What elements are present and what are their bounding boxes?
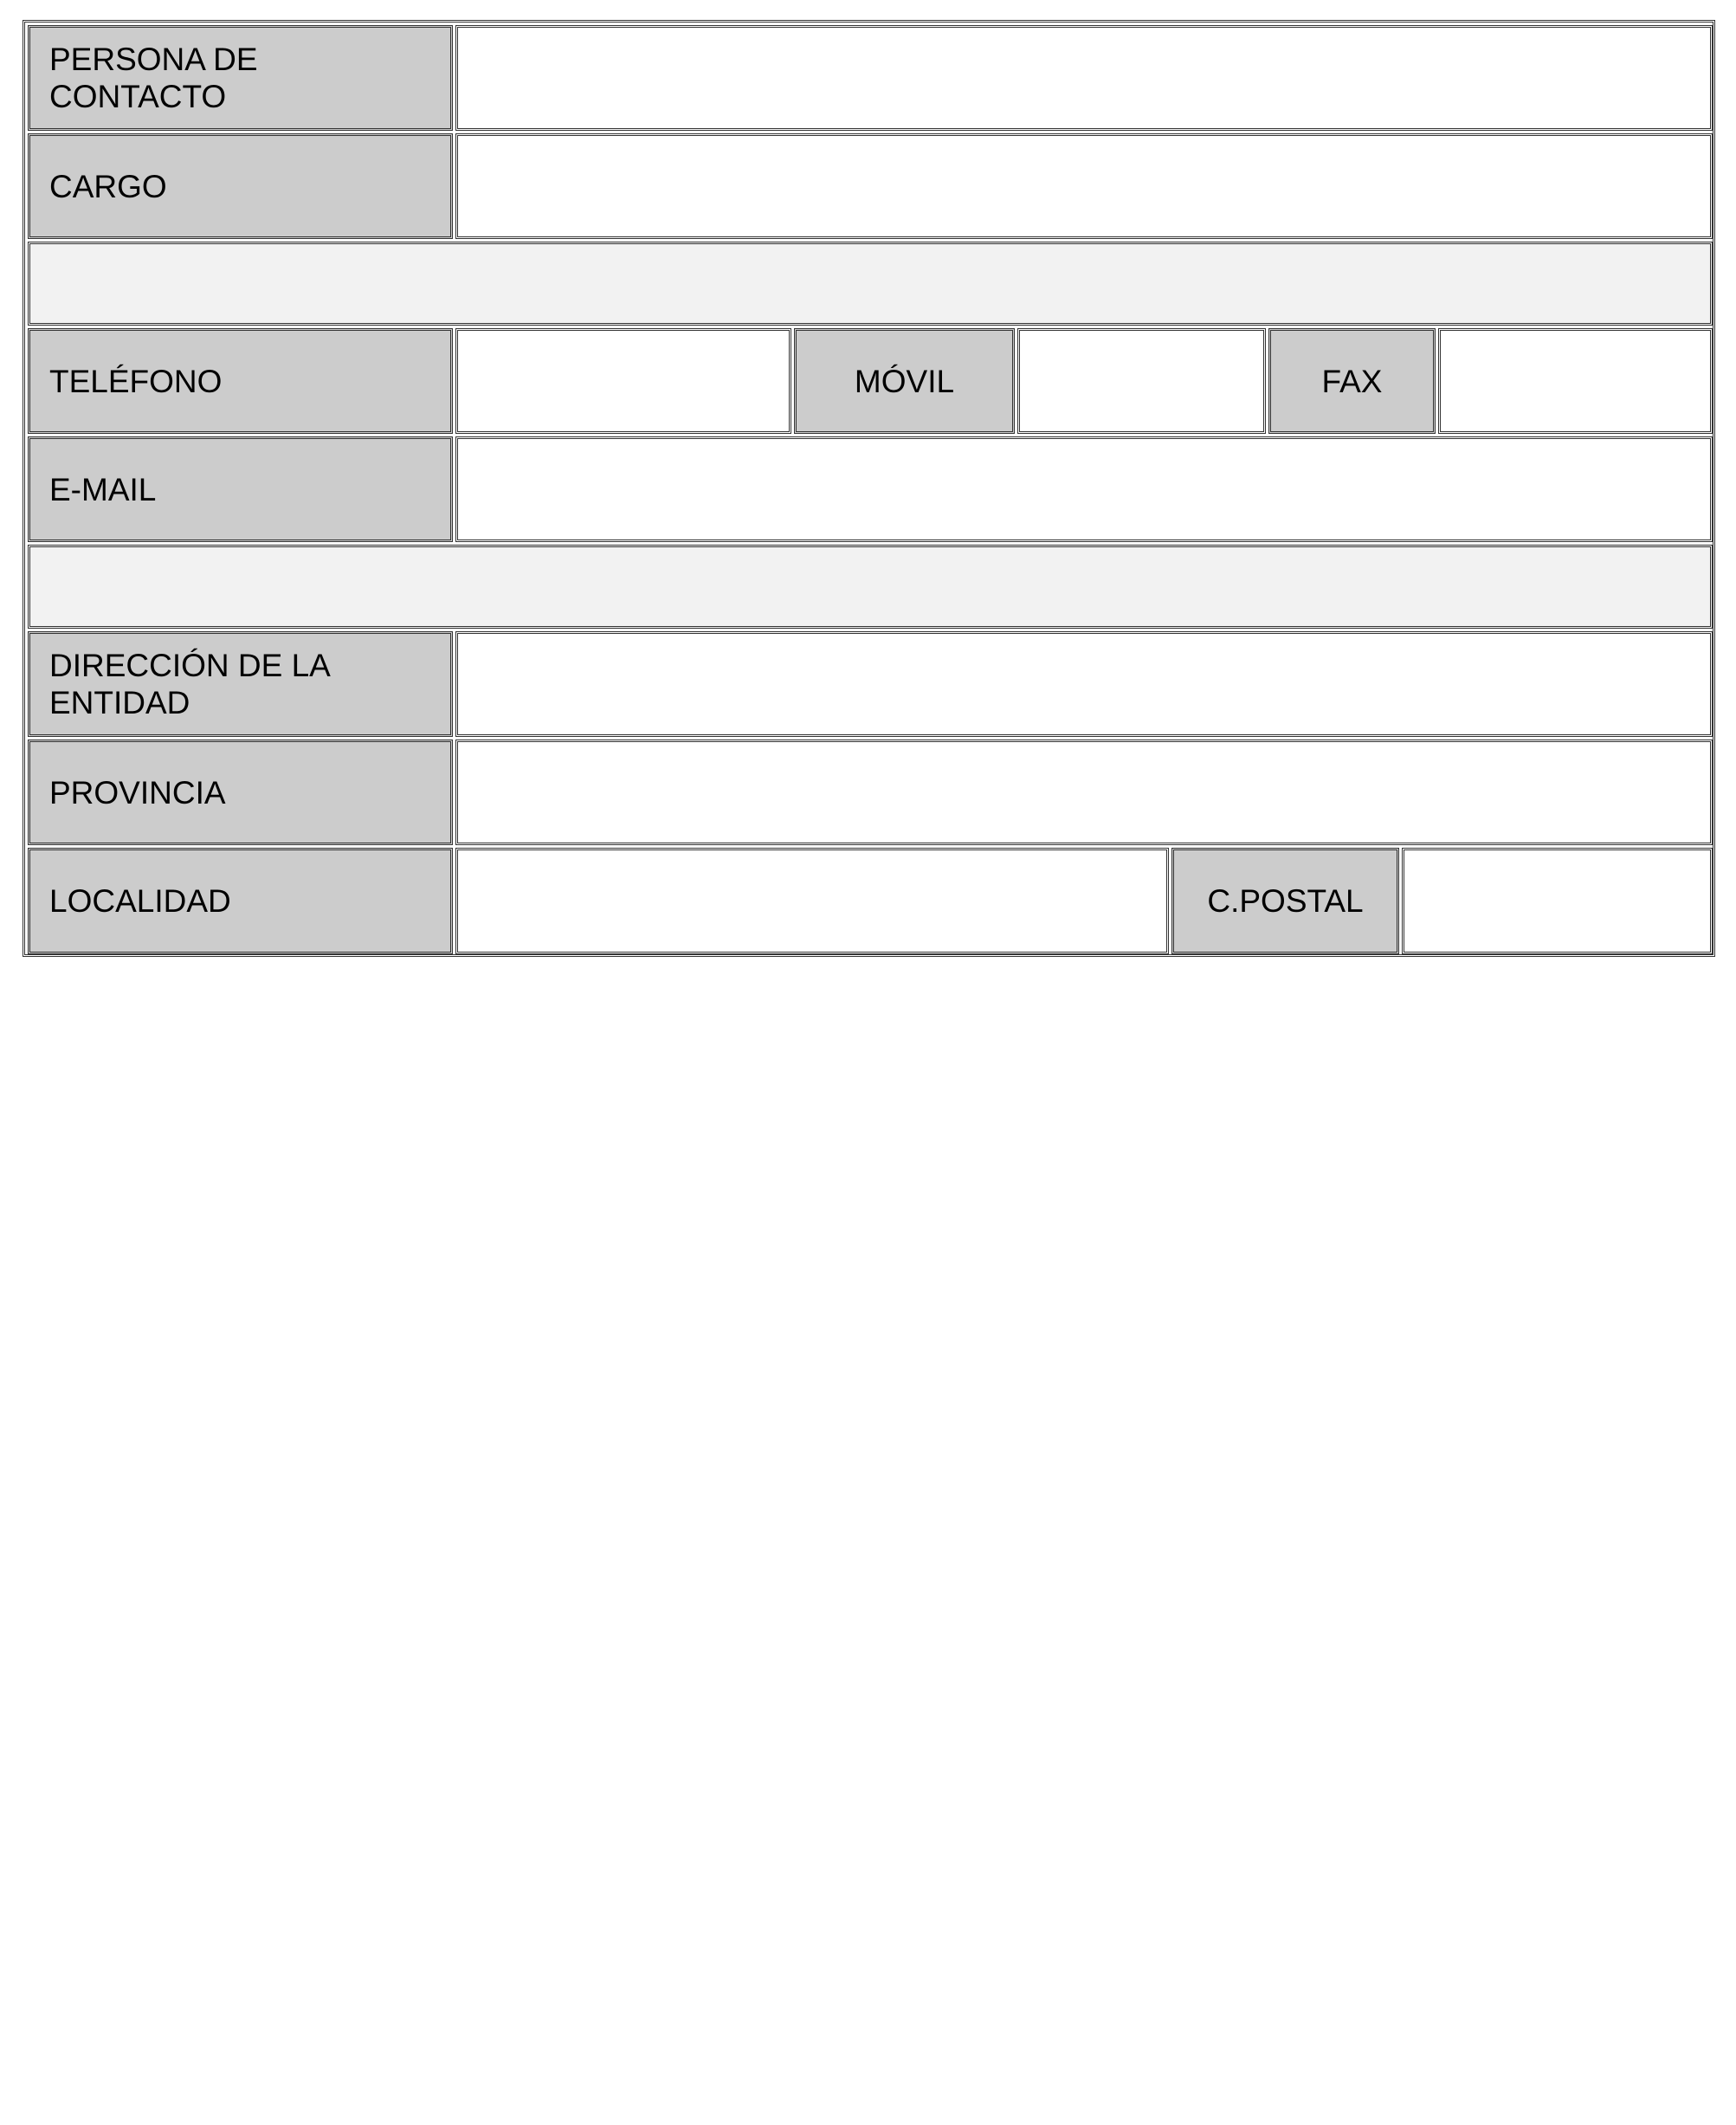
position-label: CARGO: [28, 133, 453, 239]
address-field[interactable]: [455, 631, 1713, 737]
locality-label: LOCALIDAD: [28, 848, 453, 954]
contact-person-field[interactable]: [455, 25, 1713, 131]
email-label: E-MAIL: [28, 436, 453, 542]
fax-field[interactable]: [1438, 328, 1713, 434]
address-label: DIRECCIÓN DE LA ENTIDAD: [28, 631, 453, 737]
mobile-label: MÓVIL: [794, 328, 1015, 434]
section-separator: [28, 242, 1713, 326]
contact-form-table: [23, 20, 1715, 957]
phone-label: TELÉFONO: [28, 328, 453, 434]
province-label: PROVINCIA: [28, 740, 453, 845]
contact-person-label: PERSONA DE CONTACTO: [28, 25, 453, 131]
mobile-field[interactable]: [1017, 328, 1266, 434]
postal-code-label: C.POSTAL: [1171, 848, 1399, 954]
email-field[interactable]: [455, 436, 1713, 542]
position-field[interactable]: [455, 133, 1713, 239]
section-separator: [28, 545, 1713, 629]
postal-code-field[interactable]: [1402, 848, 1713, 954]
phone-field[interactable]: [455, 328, 791, 434]
fax-label: FAX: [1268, 328, 1436, 434]
locality-field[interactable]: [455, 848, 1169, 954]
province-field[interactable]: [455, 740, 1713, 845]
